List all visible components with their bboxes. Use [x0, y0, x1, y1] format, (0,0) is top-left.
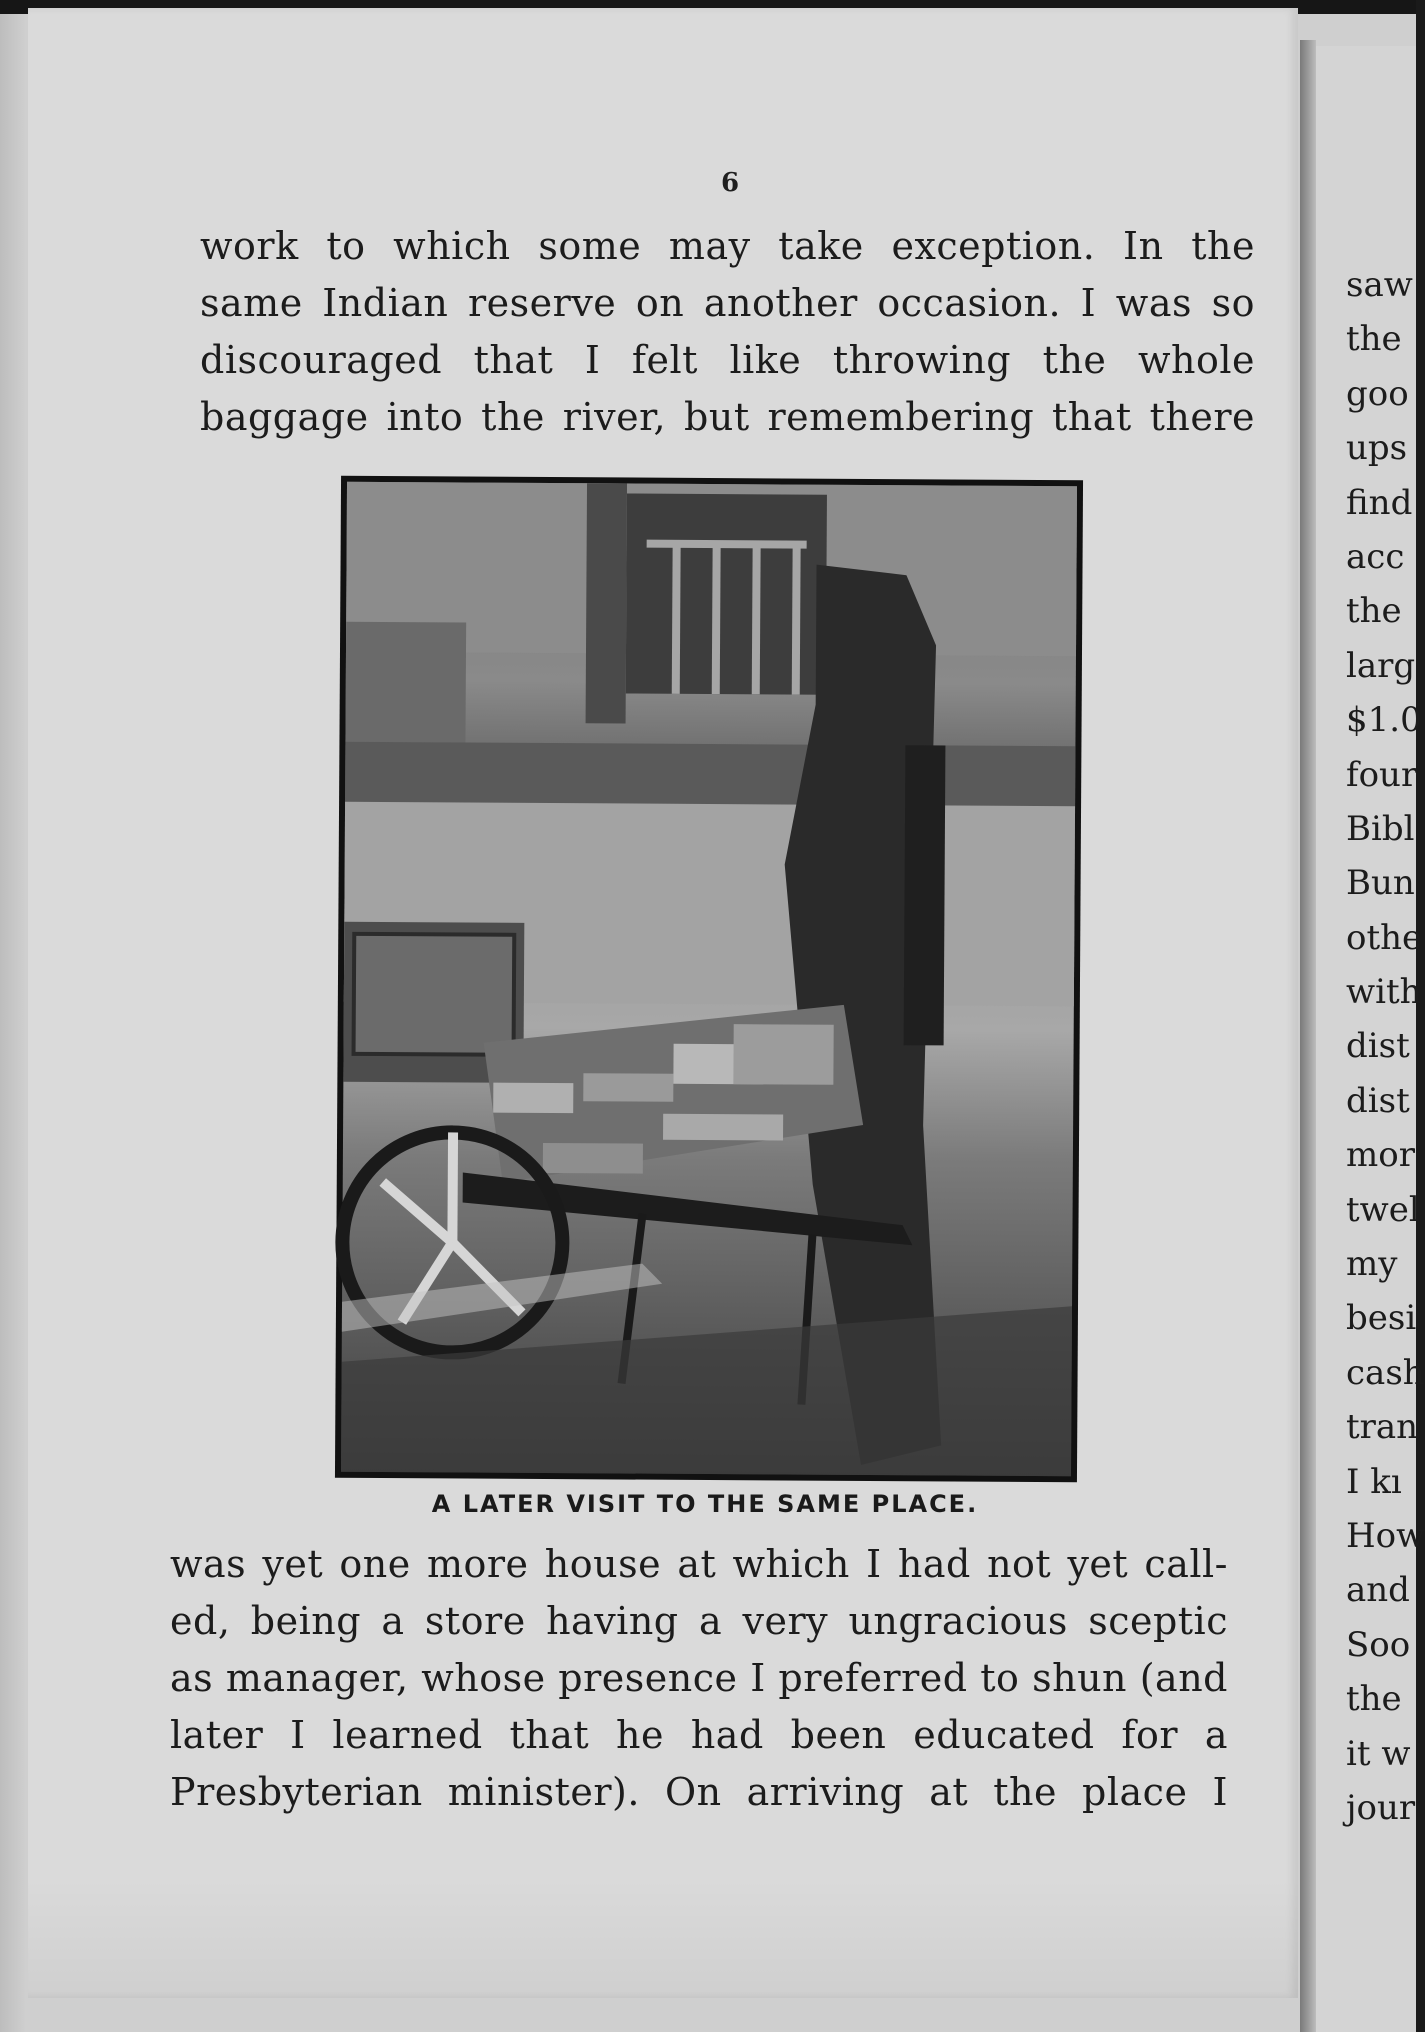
text-line: it w	[1346, 1733, 1411, 1774]
text-line: besi	[1346, 1298, 1417, 1339]
text-line: find	[1346, 482, 1413, 523]
text-line: Bibl	[1346, 808, 1415, 849]
paragraph-bottom	[170, 1536, 1228, 1821]
text-line: Soo	[1346, 1624, 1411, 1665]
text-line: later I learned that he had been educated for a	[170, 1713, 1228, 1757]
text-line: and	[1346, 1570, 1410, 1611]
text-line: four	[1346, 754, 1418, 795]
text-line: goo	[1346, 373, 1409, 414]
text-line: same Indian reserve on another occasion. I was so	[200, 281, 1255, 325]
book-gutter	[1300, 40, 1316, 2032]
text-line: jour	[1346, 1787, 1416, 1828]
paragraph-top	[200, 218, 1255, 446]
text-line: the	[1346, 319, 1402, 360]
text-line: ed, being a store having a very ungracious sceptic	[170, 1599, 1228, 1643]
text-line: as manager, whose presence I preferred to shun (and	[170, 1656, 1228, 1700]
text-line: How	[1346, 1515, 1425, 1556]
page-number: 6	[720, 168, 740, 198]
text-line: tran	[1346, 1407, 1419, 1448]
text-line: acc	[1346, 536, 1405, 577]
text-line: with	[1346, 972, 1422, 1013]
text-line: Presbyterian minister). On arriving at the place I	[170, 1770, 1228, 1814]
text-line: dist	[1346, 1026, 1410, 1067]
text-line: the	[1346, 1679, 1402, 1720]
text-line: twel	[1346, 1189, 1420, 1230]
photograph-frame	[335, 476, 1083, 1483]
text-line: the	[1346, 591, 1402, 632]
photograph-wheelbarrow-with-books	[341, 482, 1077, 1476]
text-line: dist	[1346, 1080, 1410, 1121]
text-line: saw	[1346, 265, 1413, 305]
text-line: baggage into the river, but remembering that there	[200, 395, 1255, 439]
photo-caption: A LATER VISIT TO THE SAME PLACE.	[431, 1490, 979, 1518]
text-line: Bun	[1346, 863, 1415, 904]
text-line: larg	[1346, 645, 1416, 686]
text-line: othe	[1346, 917, 1423, 958]
text-line: $1.0	[1346, 700, 1422, 741]
text-line: was yet one more house at which I had not yet call-	[170, 1542, 1228, 1586]
book-left-edge	[0, 14, 26, 2032]
right-page-text-column	[1346, 258, 1425, 1835]
text-line: discouraged that I felt like throwing the whole	[200, 338, 1255, 382]
text-line: my	[1346, 1244, 1398, 1285]
text-line: cash	[1346, 1352, 1425, 1393]
text-line: ups	[1346, 428, 1408, 469]
photo-illustration	[341, 482, 1077, 1476]
text-line: mor	[1346, 1135, 1415, 1176]
text-line: I kı	[1346, 1461, 1402, 1502]
text-line: work to which some may take exception. In the	[200, 224, 1255, 268]
